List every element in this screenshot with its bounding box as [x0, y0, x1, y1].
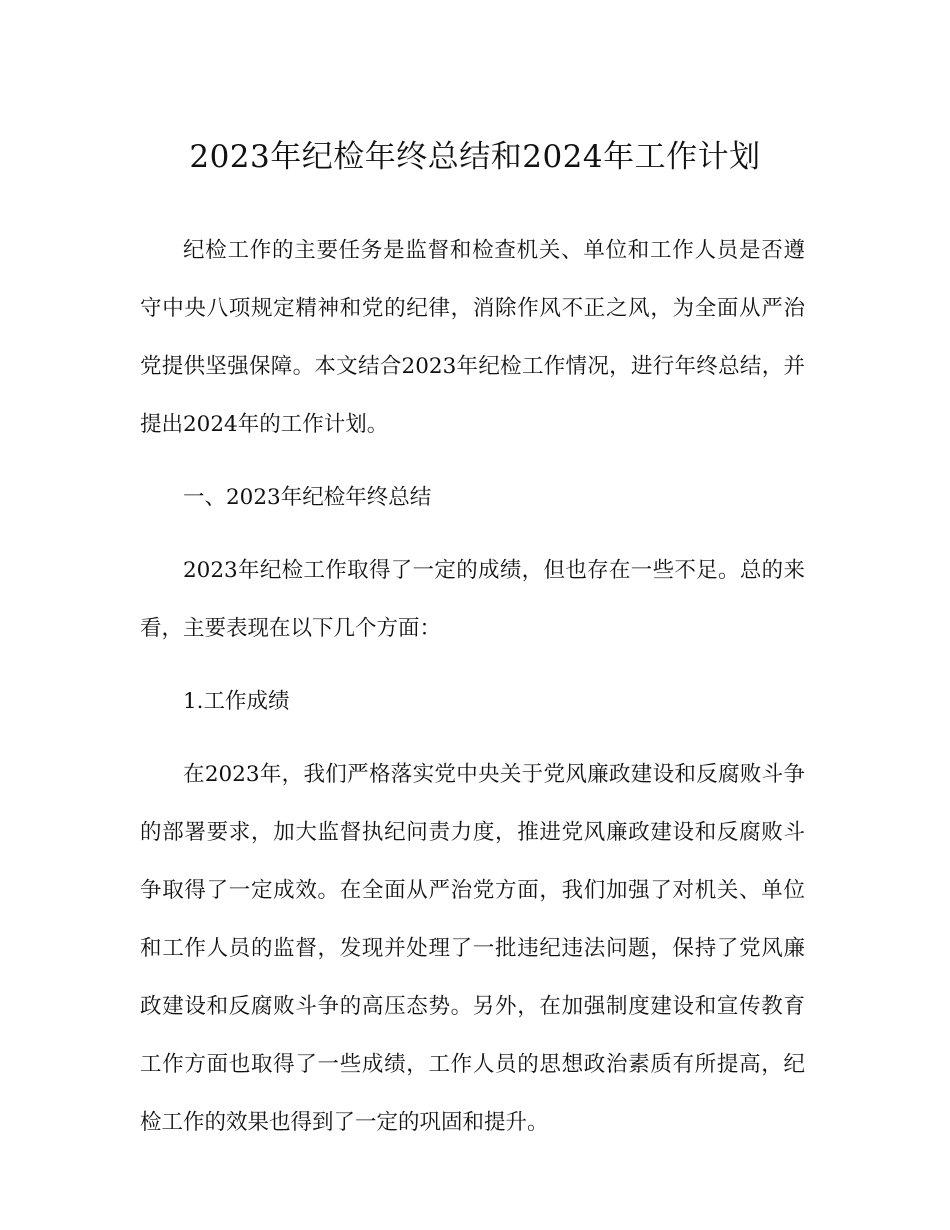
- achievements-paragraph: 在2023年，我们严格落实党中央关于党风廉政建设和反腐败斗争的部署要求，加大监督执纪问责力度，推进党风廉政建设和反腐败斗争取得了一定成效。在全面从严治党方面，我们加强了对机关、单位和工作人员的监督，发现并处理了一批违纪违法问题，保持了党风廉政建设和反腐败斗争的高压态势。另外，在加强制度建设和宣传教育工作方面也取得了一些成绩，工作人员的思想政治素质有所提高，纪检工作的效果也得到了一定的巩固和提升。: [140, 762, 805, 1135]
- intro-paragraph: 纪检工作的主要任务是监督和检查机关、单位和工作人员是否遵守中央八项规定精神和党的纪律，消除作风不正之风，为全面从严治党提供坚强保障。本文结合2023年纪检工作情况，进行年终总结，并提出2024年的工作计划。: [140, 238, 805, 437]
- section-heading: 一、2023年纪检年终总结: [183, 485, 432, 510]
- summary-paragraph: 2023年纪检工作取得了一定的成绩，但也存在一些不足。总的来看，主要表现在以下几个方面：: [140, 558, 805, 641]
- document-title: 2023年纪检年终总结和2024年工作计划: [189, 139, 761, 175]
- subsection-heading: 1.工作成绩: [183, 689, 290, 714]
- document-body: [140, 222, 805, 1167]
